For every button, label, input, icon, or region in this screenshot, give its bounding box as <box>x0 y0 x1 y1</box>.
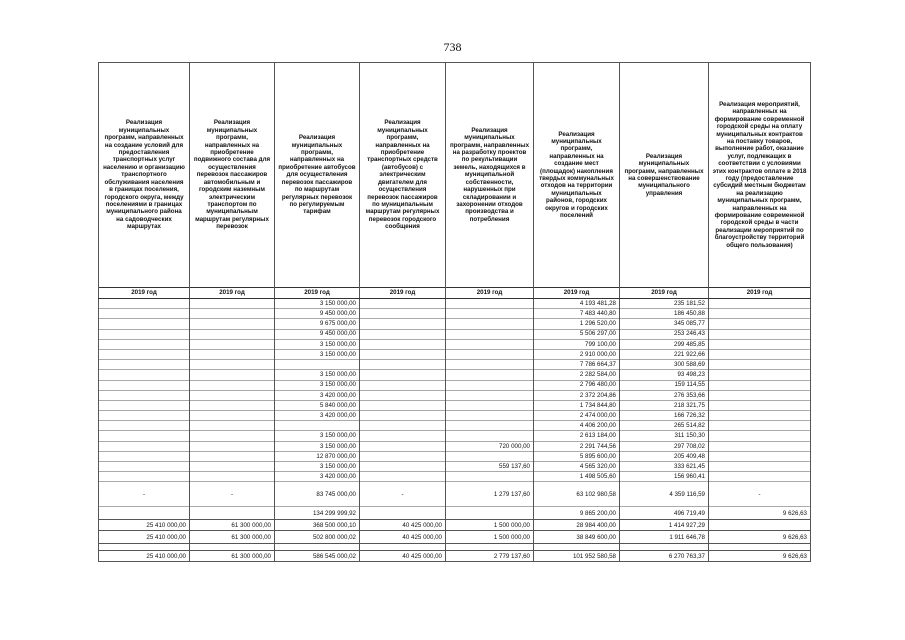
table-cell: 40 425 000,00 <box>360 520 446 531</box>
table-cell: 586 545 000,02 <box>275 551 360 562</box>
year-cell: 2019 год <box>709 288 811 299</box>
table-cell: 9 450 000,00 <box>275 329 360 339</box>
column-header: Реализация мероприятий, направленных на формирование современной городской среды на оплату муниципальных контрактов на поставку товаров, выполнение работ, оказание услуг, подлежащих в соответствии с условиями этих контрактов оплате в 2018 году (предоставление субсидий местным бюджетам на реализацию муниципальных программ, направленных на формирование современной городской среды в части реализации мероприятий по благоустройству территорий общего пользования) <box>709 63 811 288</box>
table-cell: 3 150 000,00 <box>275 349 360 359</box>
table-cell <box>360 309 446 319</box>
table-cell: 1 734 844,80 <box>534 400 620 410</box>
table-cell: 2 291 744,56 <box>534 441 620 451</box>
table-cell <box>99 441 190 451</box>
table-cell: 7 483 440,80 <box>534 309 620 319</box>
table-cell: 496 719,49 <box>620 507 709 520</box>
table-cell <box>446 507 534 520</box>
table-cell: - <box>99 482 190 507</box>
table-cell: 61 300 000,00 <box>190 531 275 544</box>
table-cell: 4 565 320,00 <box>534 462 620 472</box>
spacer-cell <box>709 544 811 551</box>
table-cell: 9 626,63 <box>709 507 811 520</box>
table-row <box>99 360 811 370</box>
table-cell <box>709 380 811 390</box>
table-cell: 3 150 000,00 <box>275 441 360 451</box>
table-cell <box>190 421 275 431</box>
table-cell: 299 485,85 <box>620 339 709 349</box>
table-cell: 25 410 000,00 <box>99 551 190 562</box>
table-cell <box>360 380 446 390</box>
table-cell <box>709 390 811 400</box>
table-cell <box>99 380 190 390</box>
table-cell: 276 353,66 <box>620 390 709 400</box>
table-row <box>99 421 811 431</box>
table-cell: 25 410 000,00 <box>99 531 190 544</box>
table-cell: 7 786 664,37 <box>534 360 620 370</box>
table-cell: 5 840 000,00 <box>275 400 360 410</box>
table-cell <box>99 319 190 329</box>
table-cell <box>99 462 190 472</box>
table-row <box>99 431 811 441</box>
table-row <box>99 309 811 319</box>
table-row <box>99 349 811 359</box>
table-cell <box>709 421 811 431</box>
column-header: Реализация муниципальных программ, направленных на приобретение подвижного состава для осуществления перевозок пассажиров автомобильным и городским наземным электрическим транспортом по муниципальным маршрутам регулярных перевозок <box>190 63 275 288</box>
table-cell: 38 849 600,00 <box>534 531 620 544</box>
table-cell <box>99 349 190 359</box>
spacer-cell <box>190 544 275 551</box>
spacer-cell <box>275 544 360 551</box>
table-cell: 297 708,02 <box>620 441 709 451</box>
table-cell <box>709 411 811 421</box>
column-header: Реализация муниципальных программ, направленных на создание условий для предоставления транспортных услуг населению и организацию транспортного обслуживания населения в границах поселения, городского округа, между поселениями в границах муниципального района на садоводческих маршрутах <box>99 63 190 288</box>
table-cell: 333 621,45 <box>620 462 709 472</box>
table-cell <box>446 400 534 410</box>
spacer-cell <box>534 544 620 551</box>
column-header: Реализация муниципальных программ, направленных на разработку проектов по рекультивации земель, находящихся в муниципальной собственности, нарушенных при складировании и захоронении отходов производства и потребления <box>446 63 534 288</box>
table-cell: 61 300 000,00 <box>190 520 275 531</box>
table-cell <box>360 462 446 472</box>
year-cell: 2019 год <box>99 288 190 299</box>
table-cell: 186 450,88 <box>620 309 709 319</box>
table-cell <box>709 319 811 329</box>
table-cell <box>360 349 446 359</box>
table-row <box>99 319 811 329</box>
column-header: Реализация муниципальных программ, направленных на приобретение автобусов для осуществления перевозок пассажиров по маршрутам регулярных перевозок по регулируемым тарифам <box>275 63 360 288</box>
table-cell <box>360 431 446 441</box>
table-cell: 9 626,63 <box>709 531 811 544</box>
table-cell: 6 270 763,37 <box>620 551 709 562</box>
table-cell: 799 100,00 <box>534 339 620 349</box>
table-cell: 2 779 137,60 <box>446 551 534 562</box>
budget-table <box>98 62 811 562</box>
table-cell: 83 745 000,00 <box>275 482 360 507</box>
table-cell <box>190 319 275 329</box>
table-cell: 1 500 000,00 <box>446 531 534 544</box>
column-header: Реализация муниципальных программ, направленных на совершенствование муниципального управления <box>620 63 709 288</box>
table-cell <box>99 507 190 520</box>
table-cell <box>190 309 275 319</box>
table-cell: 2 372 204,86 <box>534 390 620 400</box>
data-body <box>99 299 811 562</box>
table-cell <box>709 370 811 380</box>
spacer-cell <box>99 544 190 551</box>
table-cell <box>99 451 190 461</box>
table-cell: - <box>709 482 811 507</box>
table-cell <box>190 400 275 410</box>
year-cell: 2019 год <box>446 288 534 299</box>
table-cell <box>709 462 811 472</box>
table-cell <box>99 360 190 370</box>
table-cell <box>446 431 534 441</box>
table-cell <box>99 309 190 319</box>
table-row <box>99 400 811 410</box>
table-cell: 311 150,30 <box>620 431 709 441</box>
table-cell <box>190 380 275 390</box>
table-cell: 9 450 000,00 <box>275 309 360 319</box>
table-cell: 4 359 116,59 <box>620 482 709 507</box>
table-cell <box>360 472 446 482</box>
table-cell: 1 279 137,60 <box>446 482 534 507</box>
table-cell <box>360 370 446 380</box>
table-row <box>99 482 811 507</box>
table-cell <box>709 349 811 359</box>
table-cell <box>99 421 190 431</box>
spacer-cell <box>446 544 534 551</box>
table-cell: 156 960,41 <box>620 472 709 482</box>
table-cell: 300 588,69 <box>620 360 709 370</box>
page-number: 738 <box>443 40 462 54</box>
spacer-row <box>99 544 811 551</box>
table-cell: - <box>360 482 446 507</box>
table-cell: 3 420 000,00 <box>275 472 360 482</box>
table-cell: 720 000,00 <box>446 441 534 451</box>
table-cell: 265 514,82 <box>620 421 709 431</box>
table-cell: 63 102 980,58 <box>534 482 620 507</box>
table-row <box>99 411 811 421</box>
table-row <box>99 451 811 461</box>
table-cell <box>446 309 534 319</box>
table-cell <box>709 431 811 441</box>
table-cell: 559 137,60 <box>446 462 534 472</box>
table-cell <box>99 472 190 482</box>
table-cell <box>360 360 446 370</box>
table-row <box>99 441 811 451</box>
table-row <box>99 339 811 349</box>
table-cell <box>190 441 275 451</box>
table-cell <box>709 520 811 531</box>
table-cell <box>446 319 534 329</box>
table-cell <box>360 507 446 520</box>
table-cell: 5 895 600,00 <box>534 451 620 461</box>
table-cell <box>446 390 534 400</box>
table-cell <box>190 451 275 461</box>
table-cell <box>360 319 446 329</box>
table-cell <box>190 472 275 482</box>
column-header: Реализация муниципальных программ, направленных на приобретение транспортных средств (автобусов) с электрическим двигателем для осуществления перевозок пассажиров по муниципальным маршрутам регулярных перевозок городского сообщения <box>360 63 446 288</box>
table-cell: 40 425 000,00 <box>360 551 446 562</box>
table-cell: 9 865 200,00 <box>534 507 620 520</box>
table-cell <box>709 329 811 339</box>
table-row <box>99 472 811 482</box>
table-cell <box>360 411 446 421</box>
table-cell: 3 150 000,00 <box>275 380 360 390</box>
table-cell <box>190 339 275 349</box>
header-row <box>99 63 811 288</box>
table-cell <box>360 441 446 451</box>
table-cell <box>446 451 534 461</box>
table-cell <box>99 339 190 349</box>
table-cell: 5 506 297,00 <box>534 329 620 339</box>
table-cell <box>360 299 446 309</box>
table-cell <box>99 431 190 441</box>
table-cell <box>709 441 811 451</box>
table-cell <box>446 360 534 370</box>
table-cell: 221 922,66 <box>620 349 709 359</box>
table-cell <box>360 451 446 461</box>
table-cell: 61 300 000,00 <box>190 551 275 562</box>
year-row <box>99 288 811 299</box>
table-cell: 3 420 000,00 <box>275 411 360 421</box>
table-cell <box>709 299 811 309</box>
table-row <box>99 329 811 339</box>
table-cell <box>360 390 446 400</box>
table-cell: 101 952 580,58 <box>534 551 620 562</box>
table-cell <box>99 299 190 309</box>
year-cell: 2019 год <box>620 288 709 299</box>
table-cell <box>360 421 446 431</box>
table-cell: 28 984 400,00 <box>534 520 620 531</box>
table-cell: 3 150 000,00 <box>275 339 360 349</box>
table-cell <box>446 411 534 421</box>
table-cell <box>709 400 811 410</box>
table-cell: 1 500 000,00 <box>446 520 534 531</box>
table-cell: 2 613 184,00 <box>534 431 620 441</box>
total-row <box>99 551 811 562</box>
table-cell: 4 193 481,28 <box>534 299 620 309</box>
table-cell: 253 246,43 <box>620 329 709 339</box>
table-cell: 1 911 646,78 <box>620 531 709 544</box>
table-cell: 3 420 000,00 <box>275 390 360 400</box>
table-cell <box>190 431 275 441</box>
year-cell: 2019 год <box>190 288 275 299</box>
table-cell <box>709 472 811 482</box>
table-cell: 25 410 000,00 <box>99 520 190 531</box>
table-cell <box>360 400 446 410</box>
table-cell <box>446 349 534 359</box>
table-cell <box>190 411 275 421</box>
table-cell: 235 181,52 <box>620 299 709 309</box>
table-row <box>99 390 811 400</box>
table-cell: 2 474 000,00 <box>534 411 620 421</box>
table-cell: 4 406 200,00 <box>534 421 620 431</box>
table-cell <box>99 370 190 380</box>
table-cell <box>709 309 811 319</box>
table-cell: 12 870 000,00 <box>275 451 360 461</box>
table-cell: 3 150 000,00 <box>275 462 360 472</box>
table-row <box>99 462 811 472</box>
table-cell: 1 296 520,00 <box>534 319 620 329</box>
table-cell: 159 114,55 <box>620 380 709 390</box>
table-cell: 93 498,23 <box>620 370 709 380</box>
year-cell: 2019 год <box>534 288 620 299</box>
table-cell: 1 498 505,60 <box>534 472 620 482</box>
table-cell <box>446 472 534 482</box>
table-cell <box>446 339 534 349</box>
spacer-cell <box>360 544 446 551</box>
table-cell: 40 425 000,00 <box>360 531 446 544</box>
table-cell <box>99 411 190 421</box>
table-row <box>99 507 811 520</box>
table-cell: 3 150 000,00 <box>275 431 360 441</box>
table-cell: 166 726,32 <box>620 411 709 421</box>
table-cell <box>190 462 275 472</box>
table-cell: 9 675 000,00 <box>275 319 360 329</box>
table-cell <box>360 339 446 349</box>
table-cell <box>190 329 275 339</box>
table-cell <box>709 451 811 461</box>
table-cell: 2 796 480,00 <box>534 380 620 390</box>
table-cell <box>190 349 275 359</box>
total-row <box>99 531 811 544</box>
table-cell <box>190 370 275 380</box>
column-header: Реализация муниципальных программ, направленных на создание мест (площадок) накопления твердых коммунальных отходов на территории муниципальных районов, городских округов и городских поселений <box>534 63 620 288</box>
table-cell <box>446 421 534 431</box>
table-cell <box>190 390 275 400</box>
table-cell: 368 500 000,10 <box>275 520 360 531</box>
table-cell: 3 150 000,00 <box>275 299 360 309</box>
table-cell: 1 414 927,29 <box>620 520 709 531</box>
table-cell <box>99 329 190 339</box>
table-cell: 502 800 000,02 <box>275 531 360 544</box>
table-cell <box>275 421 360 431</box>
table-cell <box>99 390 190 400</box>
table-row <box>99 380 811 390</box>
table-cell <box>360 329 446 339</box>
table-cell: 3 150 000,00 <box>275 370 360 380</box>
table-row <box>99 299 811 309</box>
table-cell <box>446 329 534 339</box>
table-cell: 218 321,75 <box>620 400 709 410</box>
table-cell <box>709 339 811 349</box>
table-cell <box>446 299 534 309</box>
table-cell: 205 409,48 <box>620 451 709 461</box>
year-cell: 2019 год <box>275 288 360 299</box>
table-cell <box>446 370 534 380</box>
total-row <box>99 520 811 531</box>
table-cell: 134 299 999,92 <box>275 507 360 520</box>
table-cell <box>190 299 275 309</box>
table-cell <box>709 360 811 370</box>
table-cell: - <box>190 482 275 507</box>
table-cell: 345 085,77 <box>620 319 709 329</box>
table-cell <box>275 360 360 370</box>
table-cell: 2 282 584,00 <box>534 370 620 380</box>
table-row <box>99 370 811 380</box>
spacer-cell <box>620 544 709 551</box>
table-cell <box>190 360 275 370</box>
table-cell: 2 910 000,00 <box>534 349 620 359</box>
table-cell <box>446 380 534 390</box>
table-cell: 9 626,63 <box>709 551 811 562</box>
table-cell <box>99 400 190 410</box>
table-cell <box>190 507 275 520</box>
year-cell: 2019 год <box>360 288 446 299</box>
